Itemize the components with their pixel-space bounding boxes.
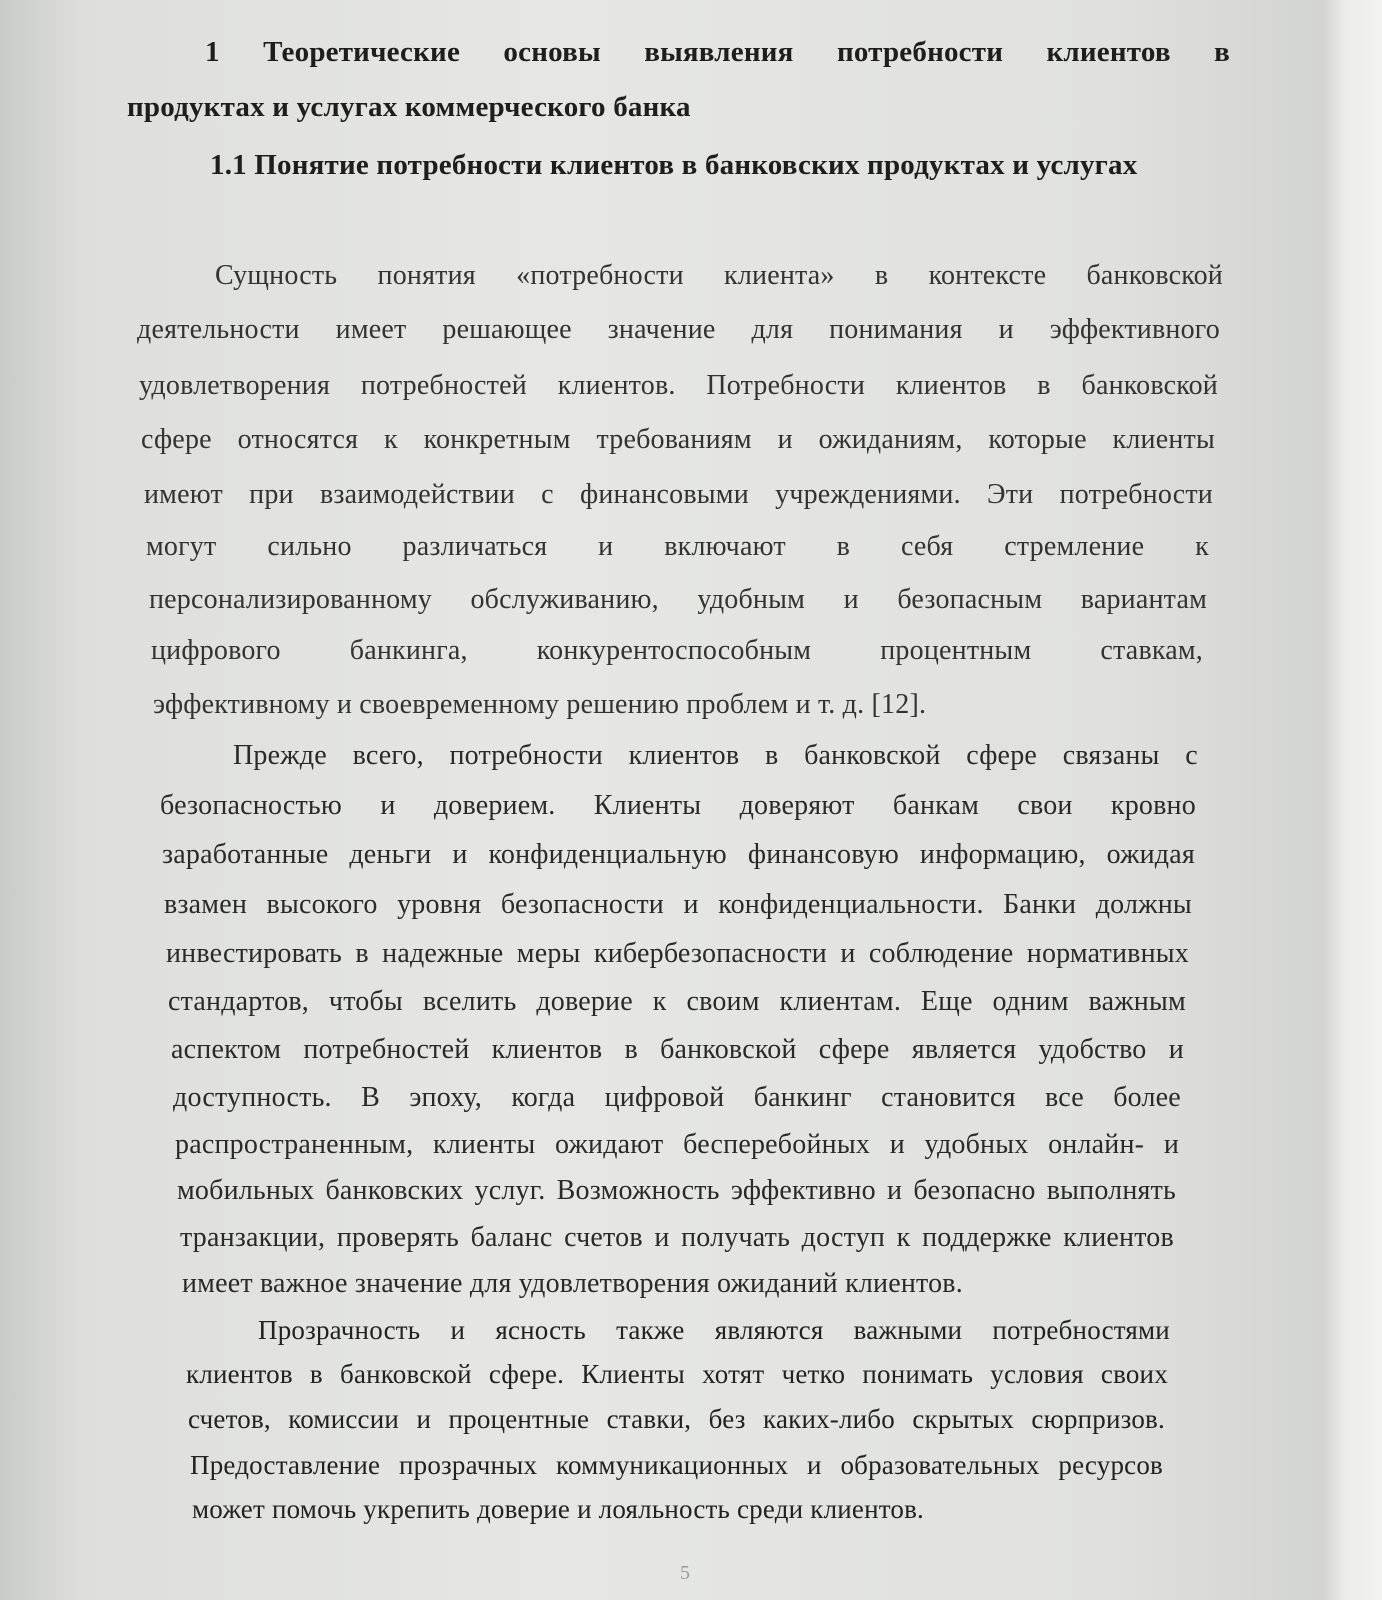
word: и (683, 889, 699, 920)
word: требованиям (596, 424, 752, 455)
word: удобных (924, 1129, 1029, 1160)
word: банковской (340, 1359, 472, 1389)
word: в (836, 531, 851, 562)
word: безопасностью (160, 790, 343, 821)
paragraph-line (173, 1081, 1181, 1115)
word: Возможность (556, 1175, 720, 1206)
word: стремление (1004, 531, 1145, 562)
word: конкурентоспособным (536, 635, 812, 666)
word: баланс (470, 1222, 553, 1253)
word: имеет (335, 314, 407, 345)
word: относятся (237, 424, 359, 455)
word: клиентов (1046, 36, 1171, 68)
paragraph-line (162, 838, 1195, 872)
word: комиссии (288, 1404, 400, 1434)
word: финансовыми (580, 479, 749, 510)
word: банковских (325, 1175, 464, 1206)
word: процентные (448, 1404, 590, 1434)
word: доверяют (739, 790, 855, 821)
word: значение (607, 314, 716, 345)
word: надежные (382, 938, 504, 969)
word: и (1163, 1129, 1179, 1160)
paragraph-line (171, 1033, 1184, 1067)
word: счетов, (188, 1404, 271, 1434)
paragraph-line (215, 259, 1223, 293)
paragraph-line (175, 1128, 1179, 1162)
word: цифровой (604, 1082, 725, 1113)
word: для (751, 314, 794, 345)
word: и (889, 1129, 905, 1160)
word: удобство (1038, 1034, 1147, 1065)
paragraph-line (166, 937, 1189, 971)
paragraph-line (177, 1174, 1176, 1208)
word: счетов (564, 1222, 643, 1253)
word: финансовую (747, 839, 899, 870)
word: когда (511, 1082, 576, 1113)
paragraph-line (180, 1221, 1174, 1255)
word: в (874, 260, 889, 291)
paragraph-line (139, 369, 1218, 403)
word: и (840, 938, 856, 969)
paragraph-last-line: эффективному и своевременному решению проблем и т. д. [12]. (153, 689, 927, 720)
paragraph-line (164, 888, 1192, 922)
word: сюрпризов. (1031, 1404, 1165, 1434)
word: соблюдение (868, 938, 1014, 969)
word: конфиденциальности. (718, 889, 984, 920)
word: уровня (397, 889, 482, 920)
word: деятельности (137, 314, 300, 345)
word: удобным (697, 584, 806, 615)
word: выполнять (1046, 1175, 1176, 1206)
word: основы (503, 36, 601, 68)
word: которые (988, 424, 1087, 455)
word: эпоху, (409, 1082, 482, 1113)
word: могут (146, 531, 217, 562)
paragraph-last-line: имеет важное значение для удовлетворения ожиданий клиентов. (182, 1268, 963, 1299)
word: потребностями (992, 1315, 1170, 1345)
word: банковской (1086, 260, 1223, 291)
word: Прежде (233, 740, 327, 771)
word: клиента» (724, 260, 835, 291)
word: кровно (1110, 790, 1196, 821)
word: своим (686, 986, 760, 1017)
word: ожидая (1106, 839, 1195, 870)
word: поддержке (922, 1222, 1052, 1253)
word: клиентов (186, 1359, 293, 1389)
word: ставкам, (1100, 635, 1203, 666)
word: клиенты (1112, 424, 1215, 455)
word: Клиенты (593, 790, 702, 821)
paragraph-line (233, 739, 1198, 773)
word: мобильных (177, 1175, 315, 1206)
word: условия (990, 1359, 1084, 1389)
word: в (1214, 36, 1230, 68)
word: все (1045, 1082, 1084, 1113)
word: и (777, 424, 793, 455)
word: ресурсов (1058, 1450, 1163, 1480)
word: потребностей (360, 370, 527, 401)
word: доступность. (173, 1082, 332, 1113)
word: образовательных (840, 1450, 1040, 1480)
word: меры (516, 938, 581, 969)
word: Еще (920, 986, 973, 1017)
word: «потребности (516, 260, 684, 291)
screen-bezel-edge (1324, 0, 1382, 1600)
word: В (361, 1082, 380, 1113)
word: потребности (1059, 479, 1213, 510)
word: с (541, 479, 554, 510)
paragraph-last-line: может помочь укрепить доверие и лояльность среди клиентов. (192, 1494, 924, 1524)
paragraph-line (188, 1402, 1165, 1436)
word: Эти (987, 479, 1034, 510)
word: важным (1088, 986, 1186, 1017)
word: удовлетворения (139, 370, 331, 401)
word: высокого (266, 889, 378, 920)
word: одним (992, 986, 1069, 1017)
word: распространенным, (175, 1129, 414, 1160)
word: к (896, 1222, 911, 1253)
word: доверие (536, 986, 633, 1017)
word: является (911, 1034, 1017, 1065)
word: в (624, 1034, 638, 1065)
word: сфере (141, 424, 212, 455)
word: инвестировать (166, 938, 342, 969)
word: клиентов (895, 370, 1007, 401)
word: информацию, (919, 839, 1086, 870)
word: и (598, 531, 614, 562)
word: с (1185, 740, 1198, 771)
word: при (249, 479, 294, 510)
word: и (654, 1222, 670, 1253)
word: становится (881, 1082, 1016, 1113)
paragraph-line (258, 1313, 1170, 1347)
paragraph-line (149, 583, 1207, 617)
word: доступ (801, 1222, 886, 1253)
word: и (1168, 1034, 1184, 1065)
word: в (309, 1359, 323, 1389)
word: эффективно (730, 1175, 876, 1206)
word: к (1195, 531, 1209, 562)
word: сфере (966, 740, 1038, 771)
word: клиентов. (557, 370, 676, 401)
word: четко (781, 1359, 846, 1389)
word: потребностей (303, 1034, 470, 1065)
word: проверять (336, 1222, 459, 1253)
word: банкам (892, 790, 980, 821)
word: банкинга, (349, 635, 468, 666)
word: банковской (804, 740, 941, 771)
word: без (708, 1404, 746, 1434)
word: вселить (422, 986, 517, 1017)
word: банковской (1081, 370, 1218, 401)
word: клиентов (1063, 1222, 1174, 1253)
word: Прозрачность (258, 1315, 421, 1345)
word: клиентам. (779, 986, 902, 1017)
word: банкинг (753, 1082, 852, 1113)
word: онлайн- (1048, 1129, 1145, 1160)
word: безопасным (897, 584, 1043, 615)
word: в (1037, 370, 1051, 401)
word: и (450, 1315, 466, 1345)
word: нормативных (1026, 938, 1189, 969)
word: скрытых (912, 1404, 1014, 1434)
word: в (764, 740, 779, 771)
word: являются (714, 1315, 824, 1345)
word: потребности (449, 740, 603, 771)
word: потребности (836, 36, 1004, 68)
word: контексте (928, 260, 1047, 291)
word: имеют (144, 479, 223, 510)
word: себя (900, 531, 954, 562)
word: сильно (267, 531, 352, 562)
word: конфиденциальную (488, 839, 727, 870)
page-number: 5 (680, 1562, 690, 1584)
word: и (806, 1450, 822, 1480)
word: понимать (862, 1359, 974, 1389)
word: Теоретические (263, 36, 461, 68)
word: банковской (660, 1034, 797, 1065)
word: процентным (880, 635, 1032, 666)
word: клиентов (628, 740, 740, 771)
word: и (843, 584, 859, 615)
word: услуг. (474, 1175, 546, 1206)
paragraph-line (151, 634, 1203, 668)
word: различаться (402, 531, 548, 562)
word: к (384, 424, 398, 455)
word: Сущность (215, 260, 338, 291)
word: деньги (349, 839, 432, 870)
word: включают (664, 531, 786, 562)
word: ясность (495, 1315, 586, 1345)
word: сфере. (488, 1359, 565, 1389)
word: должны (1095, 889, 1192, 920)
word: персонализированному (149, 584, 432, 615)
word: цифрового (151, 635, 281, 666)
word: связаны (1062, 740, 1160, 771)
word: сфере (818, 1034, 890, 1065)
word: кибербезопасности (593, 938, 827, 969)
paragraph-line (186, 1357, 1168, 1391)
word: свои (1017, 790, 1073, 821)
section-heading: 1.1 Понятие потребности клиентов в банковских продуктах и услугах (210, 149, 1138, 181)
word: прозрачных (399, 1450, 538, 1480)
word: взаимодействии (319, 479, 515, 510)
word: важными (853, 1315, 963, 1345)
word: взамен (164, 889, 248, 920)
word: клиентов (491, 1034, 603, 1065)
word: Банки (1003, 889, 1077, 920)
word: получать (681, 1222, 791, 1253)
word: ожиданиям, (818, 424, 963, 455)
word: вариантам (1080, 584, 1207, 615)
word: в (355, 938, 369, 969)
word: выявления (644, 36, 794, 68)
word: хотят (702, 1359, 765, 1389)
paragraph-line (137, 313, 1220, 347)
word: и (380, 790, 396, 821)
word: и (998, 314, 1014, 345)
word: Потребности (706, 370, 866, 401)
word: аспектом (171, 1034, 282, 1065)
word: обслуживанию, (470, 584, 659, 615)
word: Предоставление (190, 1450, 381, 1480)
word: своих (1100, 1359, 1168, 1389)
word: каких-либо (763, 1404, 895, 1434)
paragraph-line (168, 985, 1186, 1019)
word: решающее (442, 314, 572, 345)
word: безопасности (500, 889, 664, 920)
word: 1 (205, 36, 220, 68)
word: понимания (829, 314, 963, 345)
word: ожидают (555, 1129, 664, 1160)
word: более (1113, 1082, 1181, 1113)
paragraph-line (190, 1448, 1163, 1482)
word: также (616, 1315, 685, 1345)
word: и (887, 1175, 903, 1206)
word: доверием. (433, 790, 556, 821)
word: бесперебойных (683, 1129, 871, 1160)
word: понятия (377, 260, 476, 291)
word: стандартов, (168, 986, 310, 1017)
word: транзакции, (180, 1222, 326, 1253)
word: Клиенты (581, 1359, 685, 1389)
chapter-heading-line-2: продуктах и услугах коммерческого банка (127, 91, 691, 123)
word: и (452, 839, 468, 870)
word: всего, (352, 740, 424, 771)
paragraph-line (141, 423, 1215, 457)
paragraph-line (146, 530, 1209, 564)
paragraph-line (144, 478, 1213, 512)
word: клиенты (432, 1129, 536, 1160)
word: учреждениями. (775, 479, 961, 510)
word: и (416, 1404, 432, 1434)
word: чтобы (328, 986, 403, 1017)
word: конкретным (423, 424, 571, 455)
word: ставки, (606, 1404, 692, 1434)
word: коммуникационных (556, 1450, 789, 1480)
word: заработанные (162, 839, 329, 870)
word: безопасно (913, 1175, 1036, 1206)
chapter-heading-line-1 (205, 35, 1230, 69)
word: эффективного (1049, 314, 1220, 345)
word: к (652, 986, 667, 1017)
paragraph-line (160, 789, 1196, 823)
